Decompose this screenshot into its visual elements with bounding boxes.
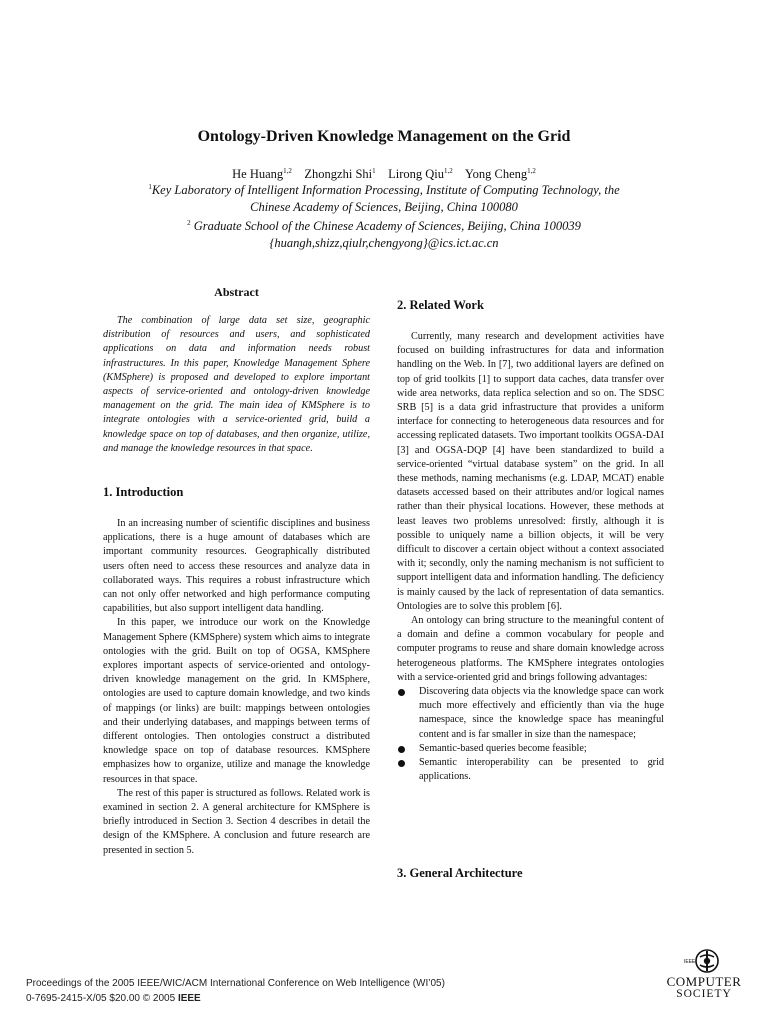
bullet-icon (398, 689, 405, 696)
author-name: Yong Cheng (464, 167, 528, 181)
abstract-heading: Abstract (214, 285, 259, 299)
advantages-list (397, 685, 664, 784)
author-name: He Huang (232, 167, 284, 181)
list-item-text: Semantic-based queries become feasible; (419, 742, 587, 754)
footer-ieee: IEEE (177, 993, 201, 1004)
bullet-icon (398, 746, 405, 753)
author-affiliation-mark: 1,2 (527, 166, 536, 175)
computer-society-logo (662, 948, 746, 1008)
abstract-body (103, 314, 370, 456)
related-work-heading: 2. Related Work (397, 298, 484, 312)
list-item-text: Discovering data objects via the knowledge space can work much more effectively and efficiently than via the huge namespace, since the knowledge space has meaningful content and is far smaller in size than the namespace; (419, 686, 664, 740)
page-footer (26, 976, 445, 1006)
introduction-paragraph: The rest of this paper is structured as follows. Related work is examined in section 2. A general architecture for KMSphere is briefly introduced in Section 3. Section 4 describes in detail the design of the KMSphere. A conclusion and future research are presented in section 5. (103, 787, 370, 856)
affiliation-1-mark: 1 (148, 182, 152, 191)
affiliation-2 (60, 218, 708, 235)
author-name: Zhongzhi Shi (304, 167, 373, 181)
introduction-heading: 1. Introduction (103, 485, 184, 499)
author-affiliation-mark: 1,2 (444, 166, 453, 175)
introduction-paragraph: In an increasing number of scientific disciplines and business applications, there is a huge amount of databases which are important community resources. Geographically distributed users often need to access these resources and analyze data in collaborated ways. This requires a robust infrastructure which can not only offer networked and high performance computing capabilities, but also support intelligent data handling. (103, 518, 370, 615)
related-work-body (397, 330, 664, 785)
related-work-paragraph: Currently, many research and development activities have focused on building infrastructures for data and information handling on the Web. In [7], two additional layers are defined on top of grid toolkits [1] to support data caches, data transfer over wide area networks, data replica selection and so on. The SDSC SRB [5] is a data grid infrastructure that provides a uniform interface for connecting to heterogeneous data resources and for accessing replicated datasets. Two important toolkits OGSA-DAI [3] and OGSA-DQP [4] have been standardized to build a service-oriented “virtual database system” on the grid. In all these methods, naming mechanisms (e.g. LDAP, MCAT) enable datasets accessed based on their attributes and/or logical names rather than their physical locations. However, these methods at least leaves two problems unresolved: firstly, although it is possible to uniquely name a billion objects, it will be very difficult to discover a certain object without a context associated with it; secondly, only the naming mechanism is not sufficient to support intelligent data and information handling. The deficiency is mainly caused by the lack of representation of data semantics. Ontologies are to solve this problem [6]. (397, 331, 664, 612)
author-affiliation-mark: 1,2 (283, 166, 292, 175)
logo-line-2: SOCIETY (676, 988, 732, 1000)
author-list (0, 167, 768, 182)
affiliation-1 (60, 182, 708, 216)
introduction-body (103, 517, 370, 858)
logo-ieee-text: IEEE (684, 959, 696, 965)
footer-proceedings: Proceedings of the 2005 IEEE/WIC/ACM International Conference on Web Intelligence (WI’05) (26, 978, 445, 989)
affiliation-2-line: Graduate School of the Chinese Academy of Sciences, Beijing, China 100039 (190, 219, 581, 233)
paper-title: Ontology-Driven Knowledge Management on the Grid (197, 128, 571, 145)
list-item (397, 742, 664, 756)
logo-line-1: COMPUTER (666, 974, 742, 989)
author-emails: {huangh,shizz,qiulr,chengyong}@ics.ict.ac.cn (269, 236, 499, 250)
affiliation-1-line-1: Key Laboratory of Intelligent Information Processing, Institute of Computing Technology, the (151, 183, 620, 197)
affiliation-2-mark: 2 (187, 218, 191, 227)
affiliation-1-line-2: Chinese Academy of Sciences, Beijing, China 100080 (250, 200, 518, 214)
footer-isbn: 0-7695-2415-X/05 $20.00 © 2005 (26, 993, 178, 1004)
related-work-paragraph: An ontology can bring structure to the meaningful content of a domain and define a common vocabulary for people and computer programs to reuse and share domain knowledge across heterogeneous platforms. The KMSphere integrates ontologies with a service-oriented grid and brings following advantages: (397, 615, 664, 683)
bullet-icon (398, 760, 405, 767)
author-name: Lirong Qiu (388, 167, 445, 181)
list-item (397, 756, 664, 784)
architecture-heading: 3. General Architecture (397, 866, 523, 880)
society-emblem-icon (662, 948, 746, 974)
abstract-paragraph: The combination of large data set size, geographic distribution of resources and users, and sophisticated applications on data and information needs robust infrastructures. In this paper, Knowledge Management Sphere (KMSphere) is proposed and developed to explore important aspects of service-oriented and ontology-driven knowledge management on the grid. The main idea of KMSphere is to integrate ontologies with a service-oriented grid, build a knowledge space on top of databases, and then organize, utilize, and manage the knowledge resources in that space. (103, 315, 370, 454)
list-item (397, 685, 664, 742)
footer-copyright (26, 991, 445, 1006)
list-item-text: Semantic interoperability can be presented to grid applications. (419, 757, 664, 783)
introduction-paragraph: In this paper, we introduce our work on the Knowledge Management Sphere (KMSphere) system which aims to integrate ontologies with the grid. Built on top of OGSA, KMSphere explores important aspects of service-oriented and ontology-driven knowledge management on the grid. In KMSphere, ontologies are used to capture domain knowledge, and two kinds of mappings (or links) are built: mappings between ontologies and their underlying databases, and mappings between terms of different ontologies. Then ontologies construct a distributed knowledge space on top of database resources. KMSphere emphasizes how to organize, utilize and manage the knowledge resources in that space. (103, 617, 370, 785)
author-affiliation-mark: 1 (372, 166, 376, 175)
